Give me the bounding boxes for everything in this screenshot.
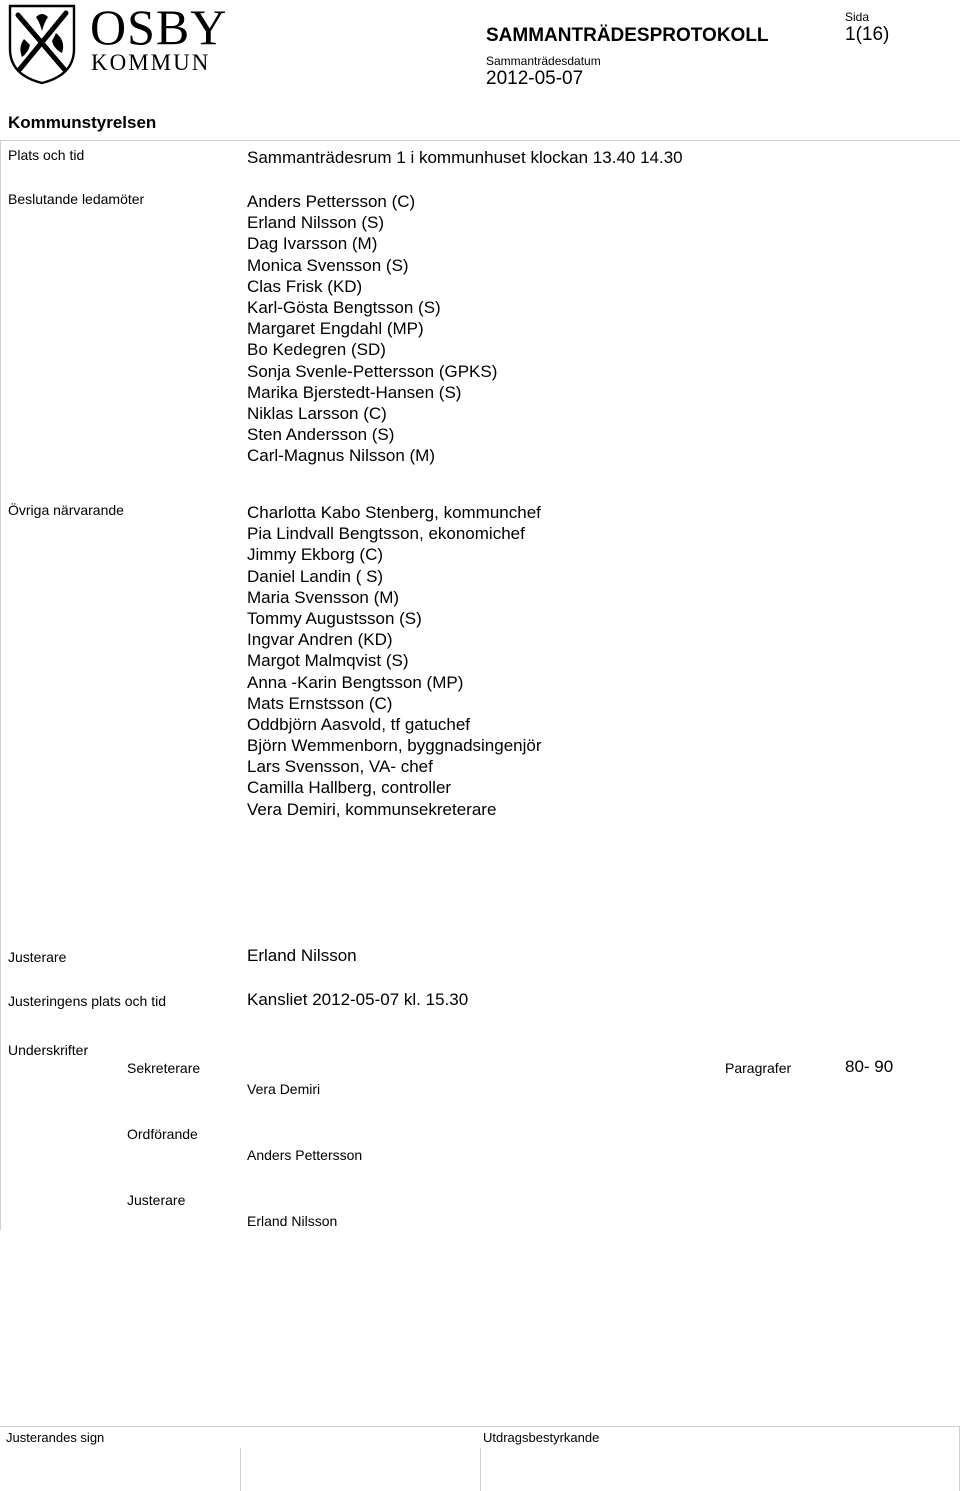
members-list: [247, 191, 497, 466]
member-item: Anders Pettersson (C): [247, 192, 416, 211]
meeting-date-label: Sammanträdesdatum: [486, 54, 601, 68]
members-label: Beslutande ledamöter: [8, 191, 145, 207]
chair-name: Anders Pettersson: [247, 1147, 363, 1163]
member-item: Clas Frisk (KD): [247, 276, 363, 296]
municipality-crest-logo: [6, 3, 78, 85]
paragraphs-label: Paragrafer: [725, 1060, 792, 1076]
adjust-place-label: Justeringens plats och tid: [8, 993, 166, 1009]
organ-title: Kommunstyrelsen: [8, 113, 157, 132]
attendee-item: Margot Malmqvist (S): [247, 651, 409, 671]
member-item: Carl-Magnus Nilsson (M): [247, 446, 435, 466]
logo-subtitle: KOMMUN: [91, 50, 211, 75]
footer-cert-label: Utdragsbestyrkande: [483, 1430, 600, 1445]
secretary-label: Sekreterare: [127, 1060, 201, 1076]
attendee-item: Tommy Augustsson (S): [247, 608, 422, 628]
others-label: Övriga närvarande: [8, 502, 124, 518]
page-number: 1(16): [845, 24, 890, 45]
attendee-item: Oddbjörn Aasvold, tf gatuchef: [247, 714, 471, 734]
member-item: Margaret Engdahl (MP): [247, 319, 424, 339]
member-item: Dag Ivarsson (M): [247, 234, 378, 254]
attendee-item: Lars Svensson, VA- chef: [247, 757, 433, 777]
attendee-item: Camilla Hallberg, controller: [247, 778, 452, 798]
signature-adjuster-name: Erland Nilsson: [247, 1213, 338, 1229]
paragraphs-value: 80- 90: [845, 1057, 894, 1076]
divider: [0, 140, 1, 1230]
footer-divider: [0, 1426, 960, 1427]
member-item: Bo Kedegren (SD): [247, 340, 386, 360]
footer-sign-label: Justerandes sign: [6, 1430, 105, 1445]
divider: [0, 140, 960, 141]
member-item: Marika Bjerstedt-Hansen (S): [247, 382, 462, 402]
member-item: Monica Svensson (S): [247, 255, 409, 275]
attendee-item: Ingvar Andren (KD): [247, 630, 393, 650]
attendee-item: Mats Ernstsson (C): [247, 693, 393, 713]
attendee-item: Charlotta Kabo Stenberg, kommunchef: [247, 503, 541, 522]
footer-divider: [480, 1448, 481, 1491]
member-item: Sonja Svenle-Pettersson (GPKS): [247, 361, 498, 381]
footer-divider: [240, 1448, 241, 1491]
member-item: Erland Nilsson (S): [247, 213, 384, 233]
page-label: Sida: [845, 10, 870, 24]
member-item: Sten Andersson (S): [247, 425, 395, 445]
attendee-item: Pia Lindvall Bengtsson, ekonomichef: [247, 524, 525, 544]
chair-label: Ordförande: [127, 1126, 198, 1142]
attendee-item: Maria Svensson (M): [247, 587, 400, 607]
secretary-name: Vera Demiri: [247, 1081, 321, 1097]
others-list: [247, 502, 542, 820]
attendee-item: Björn Wemmenborn, byggnadsingenjör: [247, 736, 542, 756]
attendee-item: Anna -Karin Bengtsson (MP): [247, 672, 464, 692]
adjust-place-value: Kansliet 2012-05-07 kl. 15.30: [247, 990, 469, 1009]
signature-adjuster-label: Justerare: [127, 1192, 186, 1208]
adjuster-label: Justerare: [8, 949, 67, 965]
member-item: Niklas Larsson (C): [247, 403, 387, 423]
attendee-item: Jimmy Ekborg (C): [247, 545, 384, 565]
member-item: Karl-Gösta Bengtsson (S): [247, 297, 441, 317]
place-label: Plats och tid: [8, 147, 85, 163]
signatures-label: Underskrifter: [8, 1042, 89, 1058]
place-value: Sammanträdesrum 1 i kommunhuset klockan 13.40 14.30: [247, 148, 683, 167]
adjuster-value: Erland Nilsson: [247, 946, 357, 965]
attendee-item: Vera Demiri, kommunsekreterare: [247, 799, 497, 819]
document-title: SAMMANTRÄDESPROTOKOLL: [486, 25, 769, 46]
attendee-item: Daniel Landin ( S): [247, 566, 384, 586]
logo-name: OSBY: [90, 0, 228, 55]
meeting-date: 2012-05-07: [486, 68, 584, 89]
